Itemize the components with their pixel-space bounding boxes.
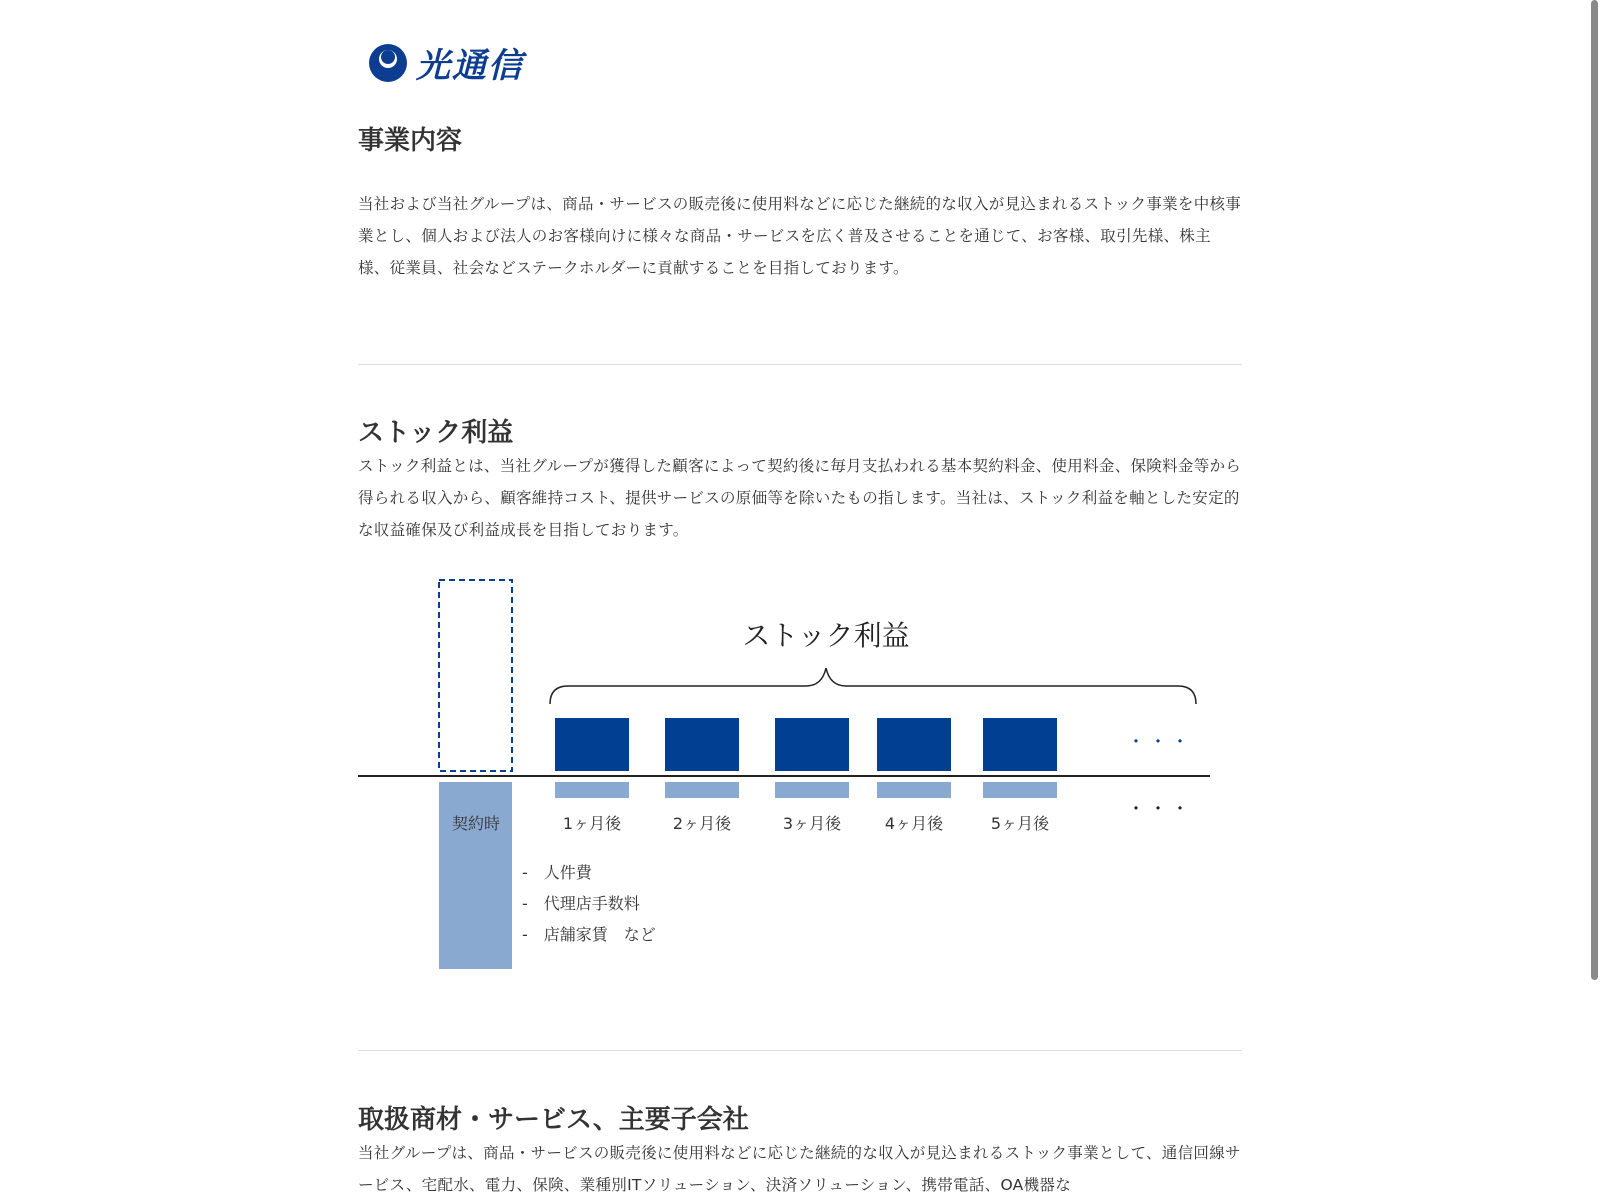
cost-item-personnel: - 人件費 [522, 863, 592, 882]
month-cost-bar [555, 782, 629, 798]
scrollbar-thumb[interactable] [1591, 0, 1598, 980]
month-cost-bar [665, 782, 739, 798]
cost-item-store-rent: - 店舗家賃 など [522, 925, 656, 944]
contract-label: 契約時 [451, 814, 501, 833]
logo-text: 光通信 [416, 46, 524, 86]
ellipsis-revenue: ・・・ [1127, 732, 1193, 753]
month-cost-bar [983, 782, 1057, 798]
ellipsis-cost: ・・・ [1127, 799, 1193, 820]
month-label: 1ヶ月後 [562, 814, 622, 833]
month-revenue-bar [877, 718, 951, 771]
section-body-stock-profit: ストック利益とは、当社グループが獲得した顧客によって契約後に毎月支払われる基本契約料金、使用料金、保険料金等から得られる収入から、顧客維持コスト、提供サービスの原価等を除いたもの指します。当社は、ストック利益を軸とした安定的な収益確保及び利益成長を目指しております。 [358, 457, 1242, 539]
brace-label: ストック利益 [742, 619, 910, 652]
section-title-products: 取扱商材・サービス、主要子会社 [358, 1105, 749, 1135]
month-label: 2ヶ月後 [672, 814, 732, 833]
month-label: 3ヶ月後 [782, 814, 842, 833]
month-revenue-bar [555, 718, 629, 771]
month-label: 5ヶ月後 [990, 814, 1050, 833]
section-body-products: 当社グループは、商品・サービスの販売後に使用料などに応じた継続的な収入が見込まれるストック事業として、通信回線サービス、宅配水、電力、保険、業種別ITソリューション、決済ソリューション、携帯電話、OA機器な [358, 1144, 1241, 1194]
contract-revenue-placeholder [439, 580, 512, 771]
cost-item-agency-fee: - 代理店手数料 [522, 894, 640, 913]
stock-profit-brace [550, 668, 1196, 704]
contract-cost-bar [439, 782, 512, 969]
month-revenue-bar [775, 718, 849, 771]
month-label: 4ヶ月後 [884, 814, 944, 833]
page-scrollbar[interactable] [1588, 0, 1600, 1200]
section-divider [358, 1050, 1242, 1051]
month-revenue-bar [983, 718, 1057, 771]
section-body-business: 当社および当社グループは、商品・サービスの販売後に使用料などに応じた継続的な収入が見込まれるストック事業を中核事業とし、個人および法人のお客様向けに様々な商品・サービスを広く普及させることを通じて、お客様、取引先様、株主様、従業員、社会などステークホルダーに貢献することを目指しております。 [358, 195, 1242, 277]
section-title-business: 事業内容 [358, 126, 463, 156]
month-cost-bar [877, 782, 951, 798]
section-title-stock-profit: ストック利益 [358, 418, 514, 448]
month-cost-bar [775, 782, 849, 798]
month-revenue-bar [665, 718, 739, 771]
